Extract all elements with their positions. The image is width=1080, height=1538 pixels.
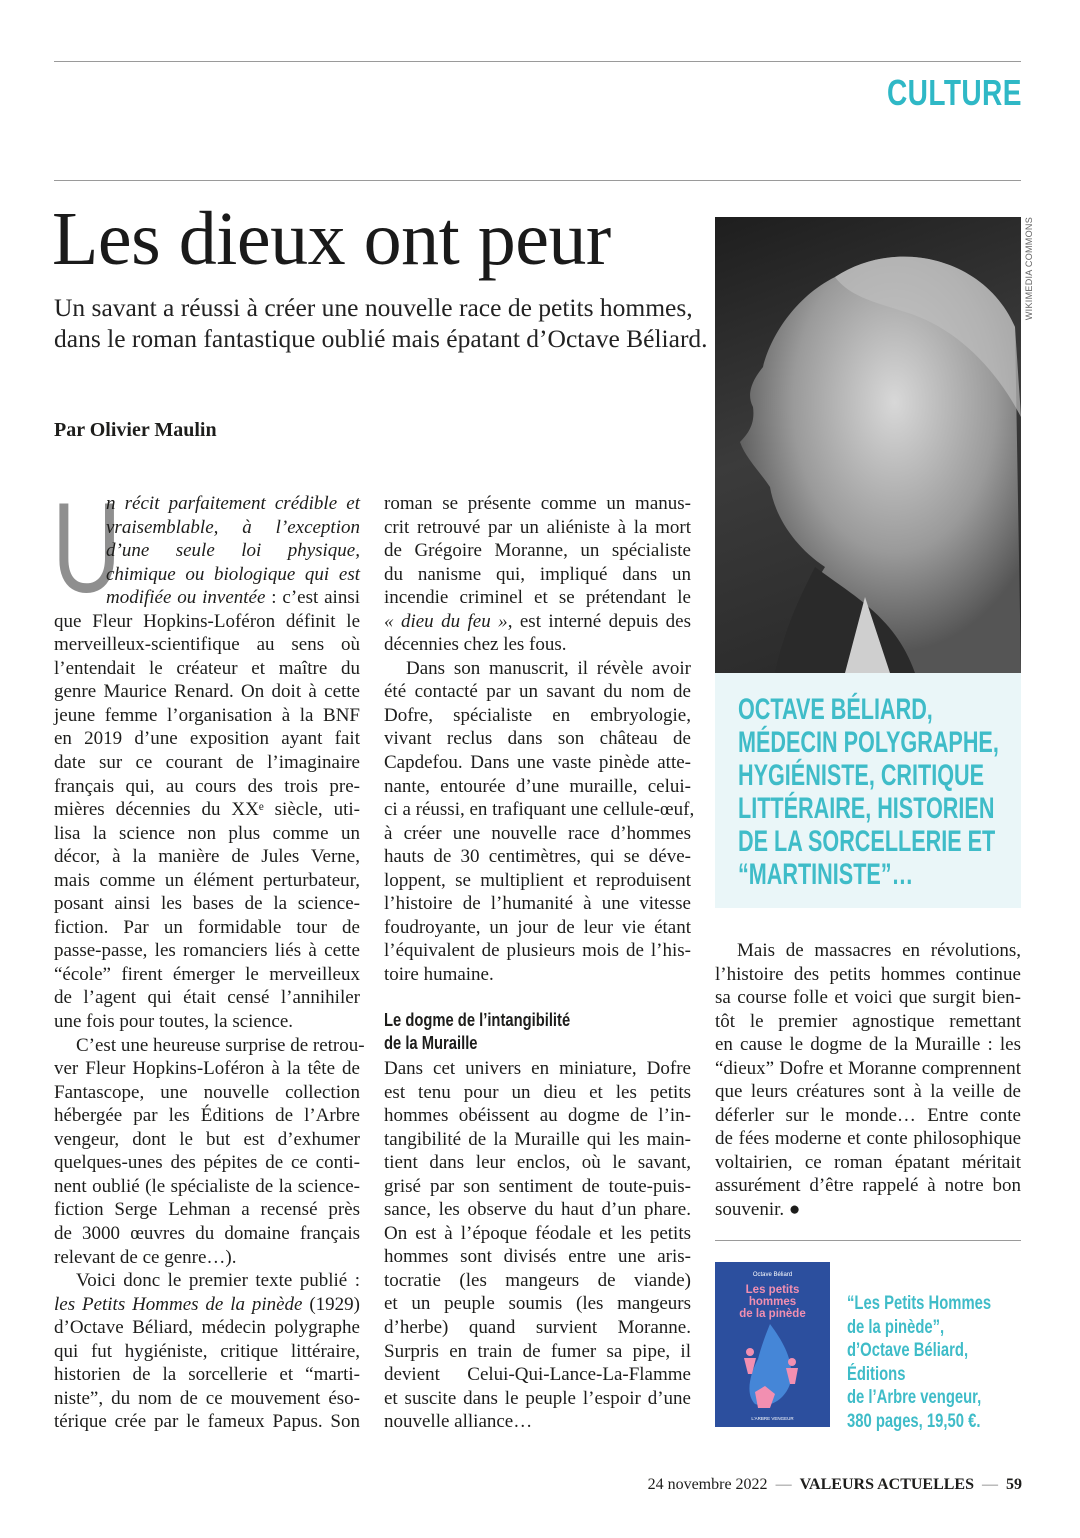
cover-title-line: hommes: [748, 1296, 797, 1308]
text-line: déferler sur le monde… Entre conte: [715, 1104, 1021, 1126]
text-line: d’Octave Béliard, médecin polygraphe: [54, 1317, 360, 1339]
text: : c’est ainsi: [265, 587, 361, 609]
caption-line: HYGIÉNISTE, CRITIQUE: [738, 759, 985, 792]
cover-author: Octave Béliard: [752, 1272, 793, 1278]
text-line: assurément d’être rappelé à notre bon: [715, 1175, 1021, 1197]
text-line: tangibilité de la Muraille qui les main-: [384, 1128, 691, 1150]
caption-line: DE LA SORCELLERIE ET: [738, 825, 996, 858]
text-line: Fantascope, une nouvelle collection: [54, 1081, 360, 1103]
caption-line: LITTÉRAIRE, HISTORIEN: [738, 792, 995, 825]
text-line: Dans son manuscrit, il révèle avoir: [406, 657, 691, 679]
text-line: de fées moderne et conte philosophique: [715, 1128, 1021, 1150]
text-line: [384, 610, 691, 634]
text-line: lisa la science non plus comme un: [54, 822, 360, 844]
text-line: “dieux” Dofre et Moranne comprennent: [715, 1057, 1021, 1079]
book-info-line: de la pinède”,: [847, 1316, 945, 1338]
cover-publisher: L’ARBRE VENGEUR: [751, 1416, 794, 1421]
text-line: ci a réussi, en trafiquant une cellule-œuf,: [384, 799, 695, 821]
text: (1929): [302, 1293, 360, 1315]
body-column-2-continued: [384, 1057, 691, 1434]
author-portrait-photo: [715, 217, 1021, 673]
text-line: sa course folle et voici que surgit bien-: [715, 987, 1021, 1009]
text-line: de 3000 œuvres du domaine français: [54, 1222, 360, 1244]
cover-title-line: de la pinède: [739, 1308, 806, 1320]
text-line: Dofre, spécialiste en embryologie,: [384, 704, 691, 726]
book-cover: [715, 1262, 830, 1427]
text-line: nante, entourée d’une muraille, celui-: [384, 775, 691, 797]
text-line: hébergée par les Éditions de l’Arbre: [54, 1105, 360, 1127]
text-line: roman se présente comme un manus-: [384, 493, 691, 514]
text-line: fiction Serge Lehman a recensé près: [54, 1199, 360, 1221]
photo-caption: [715, 673, 1021, 908]
header-rule: [54, 180, 1021, 181]
text-line: qui fut hygiéniste, critique littéraire,: [54, 1340, 360, 1362]
text-line: devient Celui-Qui-Lance-La-Flamme: [384, 1364, 691, 1386]
text-line: tient dans leur enclos, où le savant,: [384, 1152, 691, 1174]
text-line: mais comme un élément perturbateur,: [54, 869, 360, 891]
page-footer: 24 novembre 2022 — VALEURS ACTUELLES — 59: [647, 1476, 1022, 1493]
italic-text: modifiée ou inventée: [106, 587, 266, 609]
text-line: souvenir. ●: [715, 1199, 801, 1221]
text-line: à créer une nouvelle race d’hommes: [384, 822, 691, 844]
text-line: Voici donc le premier texte publié :: [76, 1270, 360, 1292]
text-line: [54, 1293, 360, 1317]
text-line: “école” firent émerger le merveilleux: [54, 963, 360, 985]
text-line: été contacté par un savant du nom de: [384, 681, 691, 703]
book-info: [847, 1292, 1032, 1433]
caption-line: MÉDECIN POLYGRAPHE,: [738, 726, 999, 759]
article-title: Les dieux ont peur: [52, 197, 611, 281]
subheading-line: de la Muraille: [384, 1033, 478, 1053]
text-line: crit retrouvé par un aliéniste à la mort: [384, 516, 691, 538]
body-column-1: [52, 477, 365, 1434]
text-line: et suscite dans le peuple l’espoir d’une: [384, 1387, 691, 1409]
text-line: d’herbe) quand survient Moranne.: [384, 1317, 691, 1339]
body-column-2: [384, 492, 695, 986]
text-line: fiction. Par un formidable tour de: [54, 916, 360, 938]
byline: Par Olivier Maulin: [54, 419, 217, 441]
text-line: relevant de ce genre…).: [54, 1246, 237, 1268]
magazine-name: VALEURS ACTUELLES: [799, 1476, 974, 1493]
text-line: grisé par son sentiment de toute-puis-: [384, 1175, 691, 1197]
text-line: n récit parfaitement crédible et: [106, 493, 360, 514]
text-line: est tenu pour un dieu et les petits: [384, 1081, 691, 1103]
caption-line: OCTAVE BÉLIARD,: [738, 693, 933, 726]
text-line: décor, à la manière de Jules Verne,: [54, 846, 360, 868]
top-rule: [54, 61, 1021, 62]
text-line: l’histoire de l’humanité à une vitesse: [384, 893, 691, 915]
text-line: de Grégoire Moranne, un spécialiste: [384, 540, 691, 562]
text-line: C’est une heureuse surprise de retrou-: [76, 1034, 365, 1056]
text-line: historien de la sorcellerie et “marti-: [54, 1364, 360, 1386]
subheading-line: Le dogme de l’intangibilité: [384, 1010, 571, 1030]
text-line: en 2019 d’une exposition ayant fait: [54, 728, 360, 750]
text-line: Mais de massacres en révolutions,: [737, 940, 1021, 961]
page-number: 59: [1006, 1476, 1022, 1493]
text-line: loppent, se multiplient et reproduisent: [384, 869, 691, 891]
section-label: CULTURE: [887, 72, 1022, 113]
text-line: sance, les observe du haut d’un phare.: [384, 1199, 691, 1221]
book-info-line: 380 pages, 19,50 €.: [847, 1410, 981, 1432]
book-info-rule: [715, 1240, 1021, 1241]
caption-line: “MARTINISTE”…: [738, 858, 914, 891]
text-line: foudroyante, un jour de leur vie étant: [384, 916, 691, 938]
text-line: mières décennies du XXᵉ siècle, uti-: [54, 799, 360, 821]
book-info-line: d’Octave Béliard,: [847, 1340, 969, 1361]
text-line: On est à l’époque féodale et les petits: [384, 1222, 691, 1244]
book-info-line: Éditions: [847, 1363, 906, 1385]
book-info-line: “Les Petits Hommes: [847, 1293, 992, 1314]
body-column-3: [715, 939, 1021, 1222]
text-line: vivant reclus dans son château de: [384, 728, 691, 750]
text-line: merveilleux-scientifique au sens où: [54, 634, 360, 656]
issue-date: 24 novembre 2022: [647, 1476, 768, 1493]
italic-text: « dieu du feu »: [384, 610, 508, 632]
text-line: [54, 586, 360, 610]
text-line: l’entendait le créateur et maître du: [54, 657, 360, 679]
text-line: d’une seule loi physique,: [106, 540, 360, 562]
text-line: nent oublié (le spécialiste de la science-: [54, 1175, 360, 1197]
text-line: que leurs créatures sont à la veille de: [715, 1081, 1021, 1103]
text-line: ver Fleur Hopkins-Loféron à la tête de: [54, 1058, 360, 1080]
drop-cap: U: [52, 477, 122, 620]
cover-illustration: [740, 1324, 805, 1409]
text-line: vengeur, dont le but est d’exhumer: [54, 1128, 360, 1150]
text-line: quelques-unes des pépites de ce conti-: [54, 1152, 360, 1174]
text-line: tocratie (les mangeurs de viande): [384, 1269, 691, 1291]
text-line: passe-passe, les romanciers liés à cette: [54, 940, 360, 962]
text-line: Surpris en train de fumer sa pipe, il: [384, 1340, 691, 1362]
text-line: hauts de 30 centimètres, qui se déve-: [384, 846, 691, 868]
text-line: du nanisme qui, impliqué dans un: [384, 563, 691, 585]
portrait-silhouette: [715, 217, 1021, 673]
text: , est interné depuis des: [507, 610, 691, 632]
text-line: hommes obéissent au dogme de l’in-: [384, 1105, 691, 1127]
text-line: niste”, du nom de ce mouvement éso-: [54, 1387, 360, 1409]
text-line: date sur ce courant de l’imaginaire: [54, 752, 360, 774]
text-line: vraisemblable, à l’exception: [106, 516, 360, 538]
text-line: français qui, au cours des trois pre-: [54, 775, 360, 797]
text-line: tôt le premier agnostique remettant: [715, 1010, 1021, 1032]
text-line: et un peuple soumis (les mangeurs: [384, 1293, 691, 1315]
text-line: de l’agent qui était censé l’annihiler: [54, 987, 360, 1009]
text-line: hommes sont divisés entre une aris-: [384, 1246, 691, 1268]
text-line: toire humaine.: [384, 963, 494, 985]
text-line: l’histoire des petits hommes continue: [715, 963, 1021, 985]
text-line: décennies chez les fous.: [384, 634, 567, 656]
text-line: Capdefou. Dans une vaste pinède atte-: [384, 752, 691, 774]
text-line: jeune femme l’organisation à la BNF: [54, 704, 360, 726]
text-line: en cause le dogme de la Muraille : les: [715, 1034, 1021, 1056]
article-subtitle: Un savant a réussi à créer une nouvelle race de petits hommes, dans le roman fantastique oublié mais épatant d’Octave Béliard.: [54, 293, 708, 353]
book-info-line: de l’Arbre vengeur,: [847, 1387, 982, 1408]
italic-text: les Petits Hommes de la pinède: [54, 1293, 303, 1315]
text-line: incendie criminel et se prétendant le: [384, 587, 691, 609]
text-line: posant ainsi les bases de la science-: [54, 893, 360, 915]
cover-title: [715, 1284, 830, 1320]
text-line: chimique ou biologique qui est: [106, 563, 360, 585]
text-line: Dans cet univers en miniature, Dofre: [384, 1058, 691, 1079]
text-line: nouvelle alliance…: [384, 1411, 533, 1433]
text-line: une fois pour toutes, la science.: [54, 1011, 294, 1033]
text-line: genre Maurice Renard. On doit à cette: [54, 681, 360, 703]
cover-title-line: Les petits: [745, 1284, 800, 1296]
text-line: l’équivalent de plusieurs mois de l’his-: [384, 940, 691, 962]
text-line: que Fleur Hopkins-Loféron définit le: [54, 610, 360, 632]
text-line: voltairien, ce roman épatant méritait: [715, 1151, 1021, 1173]
subheading: [384, 1009, 663, 1055]
text-line: térique crée par le fameux Papus. Son: [54, 1411, 360, 1433]
photo-credit: WIKIMEDIA COMMONS: [1024, 217, 1034, 321]
